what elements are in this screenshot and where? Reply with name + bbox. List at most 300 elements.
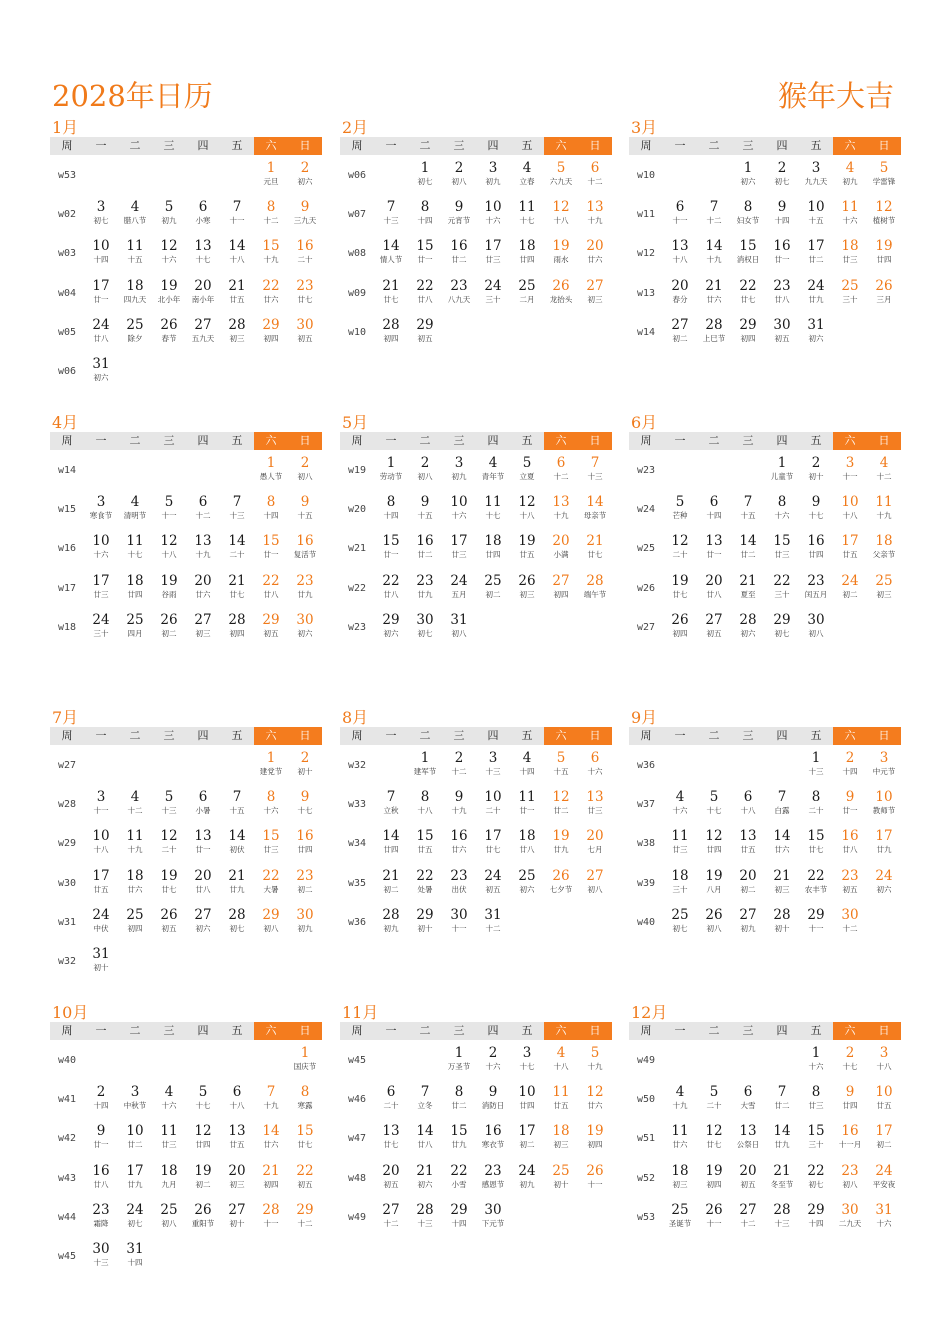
day-cell[interactable]: [84, 868, 118, 896]
day-cell[interactable]: [799, 317, 833, 345]
day-cell[interactable]: [118, 1123, 152, 1151]
day-cell[interactable]: [220, 868, 254, 896]
day-cell[interactable]: [833, 868, 867, 896]
day-cell[interactable]: [731, 1163, 765, 1191]
day-cell[interactable]: [731, 1084, 765, 1112]
day-cell[interactable]: [408, 868, 442, 896]
day-cell[interactable]: [799, 238, 833, 266]
day-cell[interactable]: [220, 1202, 254, 1230]
day-cell[interactable]: [152, 907, 186, 935]
day-cell[interactable]: [697, 1123, 731, 1151]
day-cell[interactable]: [186, 278, 220, 306]
day-cell[interactable]: [152, 494, 186, 522]
day-cell[interactable]: [374, 455, 408, 483]
day-cell[interactable]: [544, 828, 578, 856]
day-cell[interactable]: [731, 278, 765, 306]
day-cell[interactable]: [288, 199, 322, 227]
day-cell[interactable]: [220, 789, 254, 817]
day-cell[interactable]: [476, 494, 510, 522]
day-cell[interactable]: [152, 573, 186, 601]
day-cell[interactable]: [510, 160, 544, 188]
day-cell[interactable]: [254, 455, 288, 483]
day-cell[interactable]: [731, 317, 765, 345]
day-cell[interactable]: [476, 1163, 510, 1191]
day-cell[interactable]: [544, 573, 578, 601]
day-cell[interactable]: [408, 278, 442, 306]
day-cell[interactable]: [288, 907, 322, 935]
day-cell[interactable]: [833, 1163, 867, 1191]
day-cell[interactable]: [578, 160, 612, 188]
day-cell[interactable]: [578, 533, 612, 561]
day-cell[interactable]: [731, 199, 765, 227]
day-cell[interactable]: [663, 1123, 697, 1151]
day-cell[interactable]: [578, 750, 612, 778]
day-cell[interactable]: [510, 1123, 544, 1151]
day-cell[interactable]: [254, 1084, 288, 1112]
day-cell[interactable]: [833, 907, 867, 935]
day-cell[interactable]: [833, 455, 867, 483]
day-cell[interactable]: [254, 612, 288, 640]
day-cell[interactable]: [442, 278, 476, 306]
day-cell[interactable]: [867, 494, 901, 522]
day-cell[interactable]: [663, 868, 697, 896]
day-cell[interactable]: [408, 533, 442, 561]
day-cell[interactable]: [663, 494, 697, 522]
day-cell[interactable]: [765, 238, 799, 266]
day-cell[interactable]: [578, 1163, 612, 1191]
day-cell[interactable]: [118, 317, 152, 345]
day-cell[interactable]: [118, 533, 152, 561]
day-cell[interactable]: [663, 199, 697, 227]
day-cell[interactable]: [799, 868, 833, 896]
day-cell[interactable]: [799, 750, 833, 778]
day-cell[interactable]: [799, 612, 833, 640]
day-cell[interactable]: [254, 573, 288, 601]
day-cell[interactable]: [152, 238, 186, 266]
day-cell[interactable]: [84, 907, 118, 935]
day-cell[interactable]: [544, 868, 578, 896]
day-cell[interactable]: [510, 1045, 544, 1073]
day-cell[interactable]: [220, 317, 254, 345]
day-cell[interactable]: [254, 907, 288, 935]
day-cell[interactable]: [408, 494, 442, 522]
day-cell[interactable]: [442, 533, 476, 561]
day-cell[interactable]: [663, 278, 697, 306]
day-cell[interactable]: [697, 317, 731, 345]
day-cell[interactable]: [186, 1163, 220, 1191]
day-cell[interactable]: [765, 828, 799, 856]
day-cell[interactable]: [578, 1045, 612, 1073]
day-cell[interactable]: [544, 1123, 578, 1151]
day-cell[interactable]: [578, 455, 612, 483]
day-cell[interactable]: [220, 1084, 254, 1112]
day-cell[interactable]: [476, 199, 510, 227]
day-cell[interactable]: [765, 789, 799, 817]
day-cell[interactable]: [867, 868, 901, 896]
day-cell[interactable]: [288, 868, 322, 896]
day-cell[interactable]: [799, 828, 833, 856]
day-cell[interactable]: [510, 199, 544, 227]
day-cell[interactable]: [288, 1045, 322, 1073]
day-cell[interactable]: [510, 828, 544, 856]
day-cell[interactable]: [288, 828, 322, 856]
day-cell[interactable]: [118, 278, 152, 306]
day-cell[interactable]: [220, 1123, 254, 1151]
day-cell[interactable]: [544, 199, 578, 227]
day-cell[interactable]: [510, 278, 544, 306]
day-cell[interactable]: [84, 1123, 118, 1151]
day-cell[interactable]: [408, 612, 442, 640]
day-cell[interactable]: [84, 494, 118, 522]
day-cell[interactable]: [442, 573, 476, 601]
day-cell[interactable]: [833, 1202, 867, 1230]
day-cell[interactable]: [731, 238, 765, 266]
day-cell[interactable]: [288, 789, 322, 817]
day-cell[interactable]: [374, 1123, 408, 1151]
day-cell[interactable]: [118, 238, 152, 266]
day-cell[interactable]: [799, 533, 833, 561]
day-cell[interactable]: [697, 533, 731, 561]
day-cell[interactable]: [697, 1084, 731, 1112]
day-cell[interactable]: [118, 1202, 152, 1230]
day-cell[interactable]: [510, 533, 544, 561]
day-cell[interactable]: [476, 868, 510, 896]
day-cell[interactable]: [254, 750, 288, 778]
day-cell[interactable]: [374, 789, 408, 817]
day-cell[interactable]: [867, 750, 901, 778]
day-cell[interactable]: [84, 199, 118, 227]
day-cell[interactable]: [799, 455, 833, 483]
day-cell[interactable]: [663, 789, 697, 817]
day-cell[interactable]: [288, 238, 322, 266]
day-cell[interactable]: [799, 1045, 833, 1073]
day-cell[interactable]: [476, 160, 510, 188]
day-cell[interactable]: [84, 789, 118, 817]
day-cell[interactable]: [765, 1123, 799, 1151]
day-cell[interactable]: [697, 494, 731, 522]
day-cell[interactable]: [152, 1123, 186, 1151]
day-cell[interactable]: [186, 789, 220, 817]
day-cell[interactable]: [408, 789, 442, 817]
day-cell[interactable]: [288, 455, 322, 483]
day-cell[interactable]: [442, 868, 476, 896]
day-cell[interactable]: [765, 1084, 799, 1112]
day-cell[interactable]: [697, 612, 731, 640]
day-cell[interactable]: [765, 494, 799, 522]
day-cell[interactable]: [118, 828, 152, 856]
day-cell[interactable]: [152, 317, 186, 345]
day-cell[interactable]: [867, 1084, 901, 1112]
day-cell[interactable]: [663, 238, 697, 266]
day-cell[interactable]: [476, 1123, 510, 1151]
day-cell[interactable]: [254, 533, 288, 561]
day-cell[interactable]: [833, 199, 867, 227]
day-cell[interactable]: [408, 1123, 442, 1151]
day-cell[interactable]: [374, 612, 408, 640]
day-cell[interactable]: [288, 1163, 322, 1191]
day-cell[interactable]: [510, 455, 544, 483]
day-cell[interactable]: [220, 278, 254, 306]
day-cell[interactable]: [867, 828, 901, 856]
day-cell[interactable]: [254, 789, 288, 817]
day-cell[interactable]: [84, 1241, 118, 1269]
day-cell[interactable]: [731, 907, 765, 935]
day-cell[interactable]: [765, 1202, 799, 1230]
day-cell[interactable]: [288, 278, 322, 306]
day-cell[interactable]: [442, 828, 476, 856]
day-cell[interactable]: [152, 1084, 186, 1112]
day-cell[interactable]: [799, 1084, 833, 1112]
day-cell[interactable]: [220, 533, 254, 561]
day-cell[interactable]: [374, 1084, 408, 1112]
day-cell[interactable]: [510, 789, 544, 817]
day-cell[interactable]: [578, 573, 612, 601]
day-cell[interactable]: [799, 1202, 833, 1230]
day-cell[interactable]: [288, 573, 322, 601]
day-cell[interactable]: [799, 494, 833, 522]
day-cell[interactable]: [442, 1045, 476, 1073]
day-cell[interactable]: [765, 612, 799, 640]
day-cell[interactable]: [731, 612, 765, 640]
day-cell[interactable]: [697, 278, 731, 306]
day-cell[interactable]: [254, 317, 288, 345]
day-cell[interactable]: [578, 868, 612, 896]
day-cell[interactable]: [186, 1084, 220, 1112]
day-cell[interactable]: [510, 1084, 544, 1112]
day-cell[interactable]: [408, 573, 442, 601]
day-cell[interactable]: [442, 238, 476, 266]
day-cell[interactable]: [765, 160, 799, 188]
day-cell[interactable]: [544, 1045, 578, 1073]
day-cell[interactable]: [118, 612, 152, 640]
day-cell[interactable]: [254, 1202, 288, 1230]
day-cell[interactable]: [731, 533, 765, 561]
day-cell[interactable]: [84, 1163, 118, 1191]
day-cell[interactable]: [833, 1084, 867, 1112]
day-cell[interactable]: [186, 494, 220, 522]
day-cell[interactable]: [731, 1123, 765, 1151]
day-cell[interactable]: [254, 868, 288, 896]
day-cell[interactable]: [697, 1202, 731, 1230]
day-cell[interactable]: [544, 494, 578, 522]
day-cell[interactable]: [442, 455, 476, 483]
day-cell[interactable]: [118, 1163, 152, 1191]
day-cell[interactable]: [152, 199, 186, 227]
day-cell[interactable]: [663, 612, 697, 640]
day-cell[interactable]: [442, 1084, 476, 1112]
day-cell[interactable]: [799, 278, 833, 306]
day-cell[interactable]: [442, 199, 476, 227]
day-cell[interactable]: [867, 1045, 901, 1073]
day-cell[interactable]: [578, 828, 612, 856]
day-cell[interactable]: [220, 828, 254, 856]
day-cell[interactable]: [697, 199, 731, 227]
day-cell[interactable]: [697, 907, 731, 935]
day-cell[interactable]: [663, 533, 697, 561]
day-cell[interactable]: [476, 1045, 510, 1073]
day-cell[interactable]: [254, 1123, 288, 1151]
day-cell[interactable]: [510, 750, 544, 778]
day-cell[interactable]: [544, 1084, 578, 1112]
day-cell[interactable]: [374, 238, 408, 266]
day-cell[interactable]: [731, 828, 765, 856]
day-cell[interactable]: [186, 317, 220, 345]
day-cell[interactable]: [84, 317, 118, 345]
day-cell[interactable]: [408, 455, 442, 483]
day-cell[interactable]: [288, 160, 322, 188]
day-cell[interactable]: [663, 573, 697, 601]
day-cell[interactable]: [220, 238, 254, 266]
day-cell[interactable]: [663, 1202, 697, 1230]
day-cell[interactable]: [544, 1163, 578, 1191]
day-cell[interactable]: [833, 160, 867, 188]
day-cell[interactable]: [374, 278, 408, 306]
day-cell[interactable]: [867, 278, 901, 306]
day-cell[interactable]: [765, 199, 799, 227]
day-cell[interactable]: [374, 573, 408, 601]
day-cell[interactable]: [220, 1163, 254, 1191]
day-cell[interactable]: [152, 868, 186, 896]
day-cell[interactable]: [833, 789, 867, 817]
day-cell[interactable]: [867, 1163, 901, 1191]
day-cell[interactable]: [765, 573, 799, 601]
day-cell[interactable]: [408, 238, 442, 266]
day-cell[interactable]: [152, 828, 186, 856]
day-cell[interactable]: [544, 278, 578, 306]
day-cell[interactable]: [476, 907, 510, 935]
day-cell[interactable]: [867, 455, 901, 483]
day-cell[interactable]: [544, 533, 578, 561]
day-cell[interactable]: [544, 750, 578, 778]
day-cell[interactable]: [84, 612, 118, 640]
day-cell[interactable]: [186, 1123, 220, 1151]
day-cell[interactable]: [765, 1163, 799, 1191]
day-cell[interactable]: [442, 789, 476, 817]
day-cell[interactable]: [408, 907, 442, 935]
day-cell[interactable]: [476, 533, 510, 561]
day-cell[interactable]: [374, 828, 408, 856]
day-cell[interactable]: [152, 612, 186, 640]
day-cell[interactable]: [799, 1123, 833, 1151]
day-cell[interactable]: [186, 612, 220, 640]
day-cell[interactable]: [118, 789, 152, 817]
day-cell[interactable]: [578, 199, 612, 227]
day-cell[interactable]: [765, 533, 799, 561]
day-cell[interactable]: [442, 1123, 476, 1151]
day-cell[interactable]: [118, 1241, 152, 1269]
day-cell[interactable]: [254, 278, 288, 306]
day-cell[interactable]: [220, 907, 254, 935]
day-cell[interactable]: [799, 1163, 833, 1191]
day-cell[interactable]: [84, 828, 118, 856]
day-cell[interactable]: [84, 533, 118, 561]
day-cell[interactable]: [510, 1163, 544, 1191]
day-cell[interactable]: [476, 455, 510, 483]
day-cell[interactable]: [697, 868, 731, 896]
day-cell[interactable]: [152, 533, 186, 561]
day-cell[interactable]: [374, 907, 408, 935]
day-cell[interactable]: [186, 533, 220, 561]
day-cell[interactable]: [697, 573, 731, 601]
day-cell[interactable]: [374, 868, 408, 896]
day-cell[interactable]: [765, 278, 799, 306]
day-cell[interactable]: [408, 828, 442, 856]
day-cell[interactable]: [374, 199, 408, 227]
day-cell[interactable]: [765, 317, 799, 345]
day-cell[interactable]: [118, 573, 152, 601]
day-cell[interactable]: [476, 278, 510, 306]
day-cell[interactable]: [152, 278, 186, 306]
day-cell[interactable]: [697, 789, 731, 817]
day-cell[interactable]: [578, 278, 612, 306]
day-cell[interactable]: [374, 1202, 408, 1230]
day-cell[interactable]: [833, 533, 867, 561]
day-cell[interactable]: [442, 750, 476, 778]
day-cell[interactable]: [374, 317, 408, 345]
day-cell[interactable]: [254, 160, 288, 188]
day-cell[interactable]: [510, 868, 544, 896]
day-cell[interactable]: [510, 573, 544, 601]
day-cell[interactable]: [510, 238, 544, 266]
day-cell[interactable]: [476, 238, 510, 266]
day-cell[interactable]: [288, 533, 322, 561]
day-cell[interactable]: [84, 278, 118, 306]
day-cell[interactable]: [84, 238, 118, 266]
day-cell[interactable]: [288, 612, 322, 640]
day-cell[interactable]: [544, 160, 578, 188]
day-cell[interactable]: [476, 789, 510, 817]
day-cell[interactable]: [765, 907, 799, 935]
day-cell[interactable]: [254, 494, 288, 522]
day-cell[interactable]: [663, 317, 697, 345]
day-cell[interactable]: [476, 1084, 510, 1112]
day-cell[interactable]: [799, 199, 833, 227]
day-cell[interactable]: [220, 573, 254, 601]
day-cell[interactable]: [663, 907, 697, 935]
day-cell[interactable]: [374, 1163, 408, 1191]
day-cell[interactable]: [544, 789, 578, 817]
day-cell[interactable]: [408, 317, 442, 345]
day-cell[interactable]: [118, 494, 152, 522]
day-cell[interactable]: [118, 868, 152, 896]
day-cell[interactable]: [867, 160, 901, 188]
day-cell[interactable]: [186, 1202, 220, 1230]
day-cell[interactable]: [867, 1123, 901, 1151]
day-cell[interactable]: [476, 750, 510, 778]
day-cell[interactable]: [833, 750, 867, 778]
day-cell[interactable]: [442, 1163, 476, 1191]
day-cell[interactable]: [578, 789, 612, 817]
day-cell[interactable]: [578, 238, 612, 266]
day-cell[interactable]: [84, 1084, 118, 1112]
day-cell[interactable]: [799, 573, 833, 601]
day-cell[interactable]: [288, 1084, 322, 1112]
day-cell[interactable]: [118, 907, 152, 935]
day-cell[interactable]: [765, 868, 799, 896]
day-cell[interactable]: [833, 238, 867, 266]
day-cell[interactable]: [84, 356, 118, 384]
day-cell[interactable]: [731, 573, 765, 601]
day-cell[interactable]: [663, 1084, 697, 1112]
day-cell[interactable]: [697, 1163, 731, 1191]
day-cell[interactable]: [442, 160, 476, 188]
day-cell[interactable]: [833, 1123, 867, 1151]
day-cell[interactable]: [697, 238, 731, 266]
day-cell[interactable]: [220, 612, 254, 640]
day-cell[interactable]: [765, 455, 799, 483]
day-cell[interactable]: [186, 199, 220, 227]
day-cell[interactable]: [408, 1163, 442, 1191]
